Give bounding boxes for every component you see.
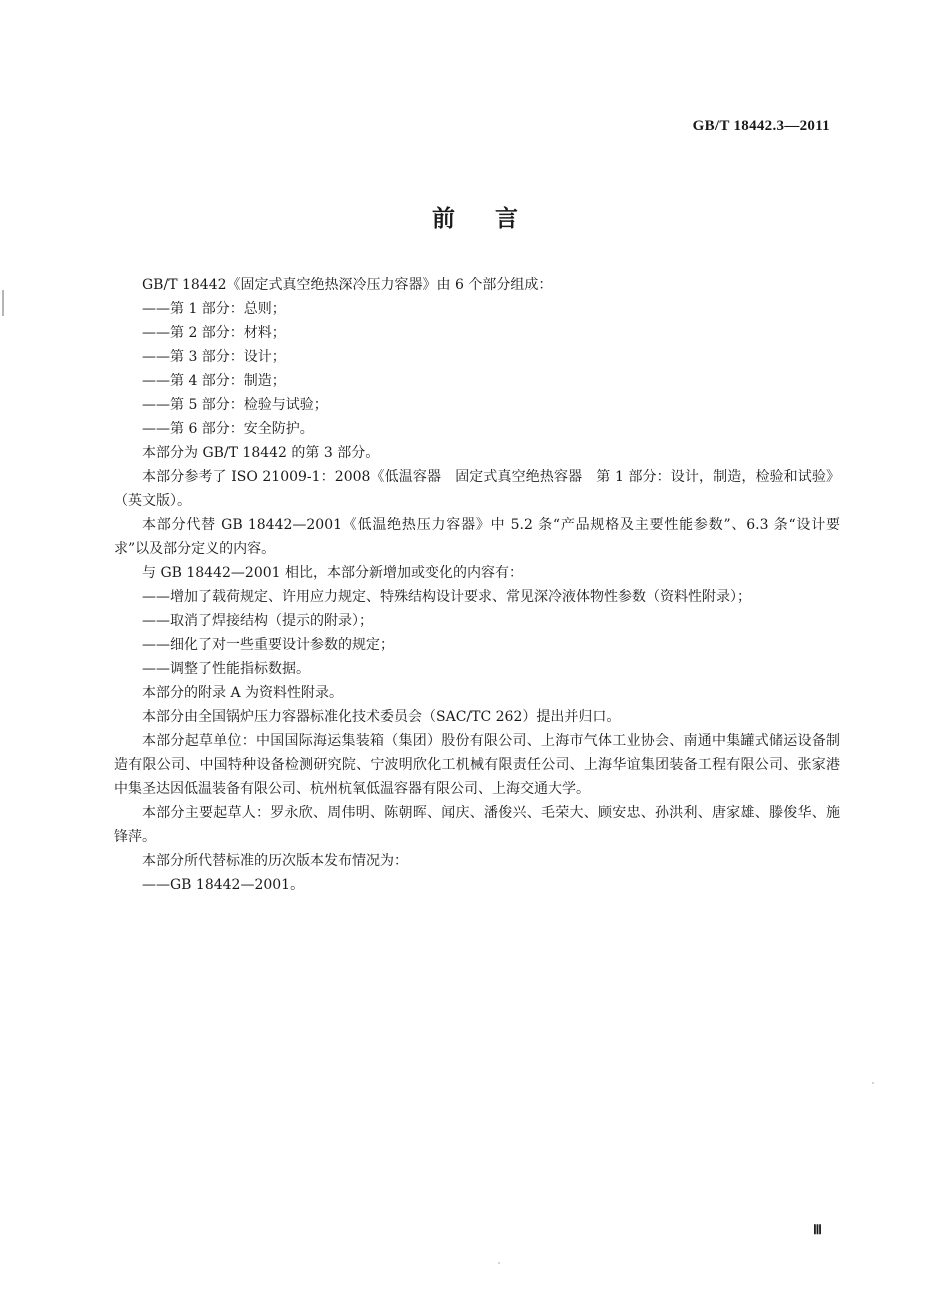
paragraph: 本部分主要起草人：罗永欣、周伟明、陈朝晖、闻庆、潘俊兴、毛荣大、顾安忠、孙洪利、唐家雄、滕俊华、施锋萍。 <box>114 805 840 845</box>
list-item: ——细化了对一些重要设计参数的规定； <box>142 637 394 653</box>
scan-artifact <box>872 1082 874 1084</box>
paragraph: 本部分由全国锅炉压力容器标准化技术委员会（SAC/TC 262）提出并归口。 <box>142 709 621 725</box>
list-item: ——第 6 部分：安全防护。 <box>142 421 314 437</box>
list-item: ——GB 18442—2001。 <box>142 877 305 893</box>
list-item: ——第 4 部分：制造； <box>142 373 286 389</box>
paragraph: GB/T 18442《固定式真空绝热深冷压力容器》由 6 个部分组成： <box>142 277 553 293</box>
standard-code: GB/T 18442.3—2011 <box>692 118 830 134</box>
list-item: ——第 1 部分：总则； <box>142 301 286 317</box>
page-number: Ⅲ <box>813 1222 822 1237</box>
list-item: ——增加了载荷规定、许用应力规定、特殊结构设计要求、常见深冷液体物性参数（资料性附录）； <box>142 589 751 605</box>
list-item: ——取消了焊接结构（提示的附录）； <box>142 613 373 629</box>
paragraph: 本部分代替 GB 18442—2001《低温绝热压力容器》中 5.2 条“产品规格及主要性能参数”、6.3 条“设计要求”以及部分定义的内容。 <box>114 517 840 557</box>
paragraph: 本部分起草单位：中国国际海运集装箱（集团）股份有限公司、上海市气体工业协会、南通中集罐式储运设备制造有限公司、中国特种设备检测研究院、宁波明欣化工机械有限责任公司、上海华谊集团装备工程有限公司、张家港中集圣达因低温装备有限公司、杭州杭氧低温容器有限公司、上海交通大学。 <box>114 733 840 797</box>
scan-artifact <box>498 1262 500 1264</box>
paragraph: 本部分参考了 ISO 21009-1：2008《低温容器 固定式真空绝热容器 第 1 部分：设计，制造，检验和试验》（英文版）。 <box>114 469 840 509</box>
list-item: ——第 3 部分：设计； <box>142 349 286 365</box>
foreword-body <box>114 273 840 897</box>
paragraph: 与 GB 18442—2001 相比，本部分新增加或变化的内容有： <box>142 565 523 581</box>
paragraph: 本部分为 GB/T 18442 的第 3 部分。 <box>142 445 380 461</box>
list-item: ——第 5 部分：检验与试验； <box>142 397 328 413</box>
paragraph: 本部分的附录 A 为资料性附录。 <box>142 685 344 701</box>
scan-artifact <box>2 290 4 316</box>
list-item: ——调整了性能指标数据。 <box>142 661 310 677</box>
paragraph: 本部分所代替标准的历次版本发布情况为： <box>142 853 408 869</box>
page-title: 前言 <box>432 206 558 232</box>
list-item: ——第 2 部分：材料； <box>142 325 286 341</box>
